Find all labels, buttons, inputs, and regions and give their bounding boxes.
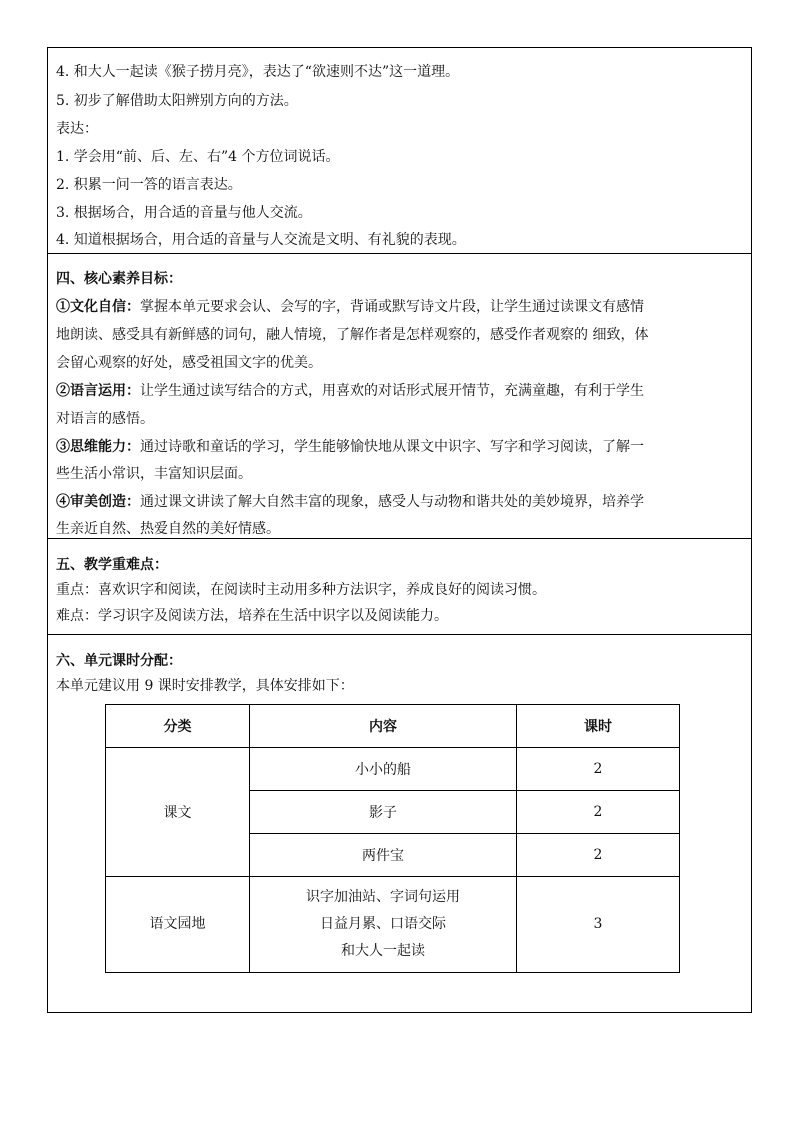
goal-text: 掌握本单元要求会认、会写的字，背诵或默写诗文片段，让学生通过读课文有感情 <box>140 299 644 315</box>
schedule-table <box>105 704 680 973</box>
goal-label: ②语言运用： <box>56 383 140 399</box>
goal-text: 地朗读、感受具有新鲜感的词句，融人情境，了解作者是怎样观察的，感受作者观察的 细致，体 <box>56 327 649 343</box>
category-cell: 语文园地 <box>106 877 250 973</box>
hours-cell: 2 <box>517 748 680 791</box>
goal-text: 些生活小常识，丰富知识层面。 <box>56 466 252 482</box>
content-line: 和大人一起读 <box>341 943 425 959</box>
goal-text: 生亲近自然、热爱自然的美好情感。 <box>56 521 280 537</box>
document-frame <box>47 47 752 1013</box>
header-content: 内容 <box>250 705 517 748</box>
key-point-text: 重点：喜欢识字和阅读，在阅读时主动用多种方法识字，养成良好的阅读习惯。 <box>56 582 546 598</box>
goal-text: 通过诗歌和童话的学习，学生能够愉快地从课文中识字、写字和学习阅读，了解一 <box>140 439 644 455</box>
hours-cell: 2 <box>517 791 680 834</box>
table-row <box>106 877 680 973</box>
text-line: 5. 初步了解借助太阳辨别方向的方法。 <box>56 93 298 109</box>
content-cell: 两件宝 <box>250 834 517 877</box>
section-heading: 六、单元课时分配： <box>56 653 182 669</box>
content-cell: 小小的船 <box>250 748 517 791</box>
content-line: 识字加油站、字词句运用 <box>306 889 460 905</box>
hours-cell: 3 <box>517 877 680 973</box>
key-difficult-section <box>48 539 751 635</box>
goal-label: ④审美创造： <box>56 494 140 510</box>
text-line: 1. 学会用“前、后、左、右”4 个方位词说话。 <box>56 149 340 165</box>
schedule-intro: 本单元建议用 9 课时安排教学，具体安排如下： <box>56 678 354 694</box>
goal-text: 对语言的感悟。 <box>56 411 154 427</box>
goal-label: ①文化自信： <box>56 299 140 315</box>
goal-text: 会留心观察的好处，感受祖国文字的优美。 <box>56 355 322 371</box>
goal-item-culture <box>56 298 743 316</box>
goal-label: ③思维能力： <box>56 439 140 455</box>
header-category: 分类 <box>106 705 250 748</box>
section-heading: 四、核心素养目标： <box>56 271 182 287</box>
section-heading: 五、教学重难点： <box>56 557 168 573</box>
table-header-row <box>106 705 680 748</box>
text-line: 2. 积累一问一答的语言表达。 <box>56 177 242 193</box>
goal-item-thinking <box>56 438 743 456</box>
content-cell: 影子 <box>250 791 517 834</box>
content-line: 日益月累、口语交际 <box>320 916 446 932</box>
expression-section <box>48 48 751 254</box>
text-line: 3. 根据场合，用合适的音量与他人交流。 <box>56 205 312 221</box>
goal-item-aesthetic <box>56 493 743 511</box>
goal-item-language <box>56 382 743 400</box>
core-literacy-section <box>48 254 751 539</box>
text-line: 表达： <box>56 121 98 137</box>
goal-text: 通过课文讲读了解大自然丰富的现象，感受人与动物和谐共处的美妙境界，培养学 <box>140 494 644 510</box>
header-hours: 课时 <box>517 705 680 748</box>
difficult-point-text: 难点：学习识字及阅读方法，培养在生活中识字以及阅读能力。 <box>56 608 448 624</box>
table-row <box>106 748 680 791</box>
content-cell <box>250 877 517 973</box>
text-line: 4. 知道根据场合，用合适的音量与人交流是文明、有礼貌的表现。 <box>56 232 466 248</box>
goal-text: 让学生通过读写结合的方式，用喜欢的对话形式展开情节，充满童趣，有利于学生 <box>140 383 644 399</box>
hours-cell: 2 <box>517 834 680 877</box>
text-line: 4. 和大人一起读《猴子捞月亮》，表达了“欲速则不达”这一道理。 <box>56 64 460 80</box>
category-cell: 课文 <box>106 748 250 877</box>
